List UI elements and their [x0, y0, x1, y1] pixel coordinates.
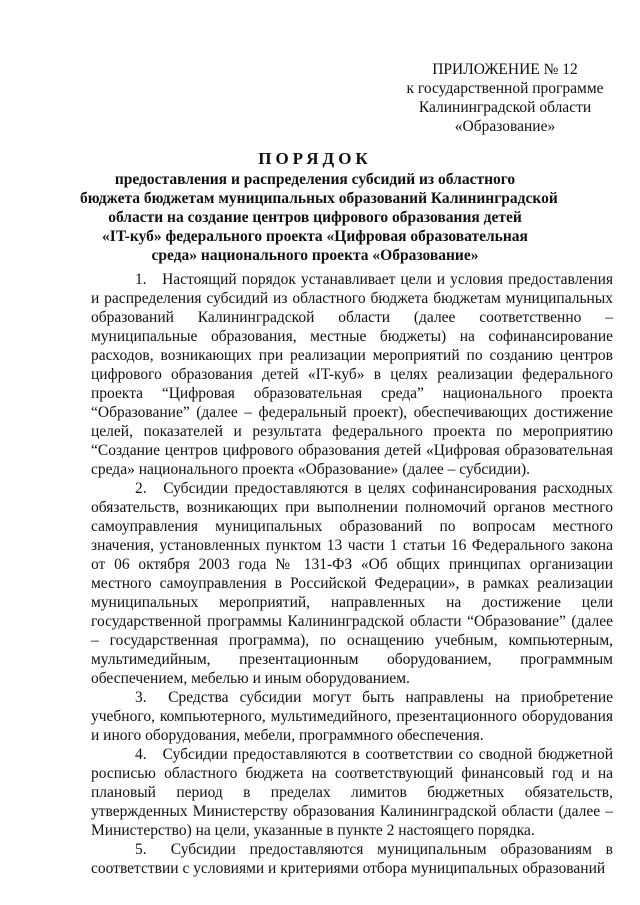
- paragraph-1: [91, 270, 613, 479]
- paragraph-2: [91, 479, 613, 688]
- paragraph-number: 3.: [135, 689, 147, 706]
- paragraph-number: 5.: [135, 841, 147, 858]
- paragraph-4: [91, 745, 613, 840]
- paragraph-number: 2.: [135, 480, 147, 497]
- appendix-number: ПРИЛОЖЕНИЕ № 12: [432, 61, 578, 78]
- paragraph-number: 1.: [135, 271, 147, 288]
- paragraph-text: Средства субсидии могут быть направлены на приобретение учебного, компьютерного, мультимедийного, презентационного оборудования и иного оборудования, мебели, программного обеспечения.: [91, 689, 614, 744]
- title-line: предоставления и распределения субсидий из областного: [114, 171, 516, 188]
- paragraph-text: Субсидии предоставляются в целях софинансирования расходных обязательств, возникающих при выполнении полномочий органов местного самоуправления муниципальных образований по вопросам местного значения, установленных пунктом 13 части 1 статьи 16 Федерального закона от 06 октября 2003 года № 131-ФЗ «Об общих принципах организации местного самоуправления в Российской Федерации», в рамках реализации муниципальных мероприятий, направленных на достижение цели государственной программы Калининградской области “Образование” (далее – государственная программа), по оснащению учебным, компьютерным, мультимедийным, презентационным оборудованием, программным обеспечением, мебелью и иным оборудованием.: [91, 480, 613, 687]
- title-subtitle: [80, 170, 558, 265]
- title-line: бюджета бюджетам муниципальных образований Калининградской: [80, 190, 558, 207]
- paragraph-number: 4.: [135, 746, 147, 763]
- appendix-region: Калининградской области: [418, 99, 592, 116]
- paragraph-3: [91, 688, 613, 745]
- paragraph-text: Настоящий порядок устанавливает цели и условия предоставления и распределения субсидий из областного бюджета бюджетам муниципальных образований Калининградской области (далее соответственно – муниципальные образования, местные бюджеты) на софинансирование расходов, возникающих при реализации мероприятий по созданию центров цифрового образования детей «IT-куб» в целях реализации федерального проекта “Цифровая образовательная среда” национального проекта “Образование” (далее – федеральный проект), обеспечивающих достижение целей, показателей и результата федерального проекта по мероприятию “Создание центров цифрового образования детей «Цифровая образовательная среда» национального проекта «Образование» (далее – субсидии).: [91, 271, 614, 478]
- title-line: «IT-куб» федерального проекта «Цифровая образовательная: [102, 228, 528, 245]
- title-line: среда» национального проекта «Образование»: [151, 247, 479, 264]
- title-line: области на создание центров цифрового образования детей: [108, 209, 522, 226]
- appendix-program-name: «Образование»: [454, 118, 556, 135]
- paragraph-5: [91, 840, 613, 878]
- document-title: [80, 148, 558, 265]
- appendix-program-ref: к государственной программе: [406, 80, 604, 97]
- document-body: [91, 270, 613, 878]
- title-main: ПОРЯДОК: [258, 149, 372, 168]
- appendix-header: [400, 60, 610, 136]
- paragraph-text: Субсидии предоставляются в соответствии со сводной бюджетной росписью областного бюджета на соответствующий финансовый год и на плановый период в пределах лимитов бюджетных обязательств, утвержденных Министерству образования Калининградской области (далее – Министерство) на цели, указанные в пункте 2 настоящего порядка.: [91, 746, 614, 839]
- paragraph-text: Субсидии предоставляются муниципальным образованиям в соответствии с условиями и критериями отбора муниципальных образований: [91, 841, 613, 877]
